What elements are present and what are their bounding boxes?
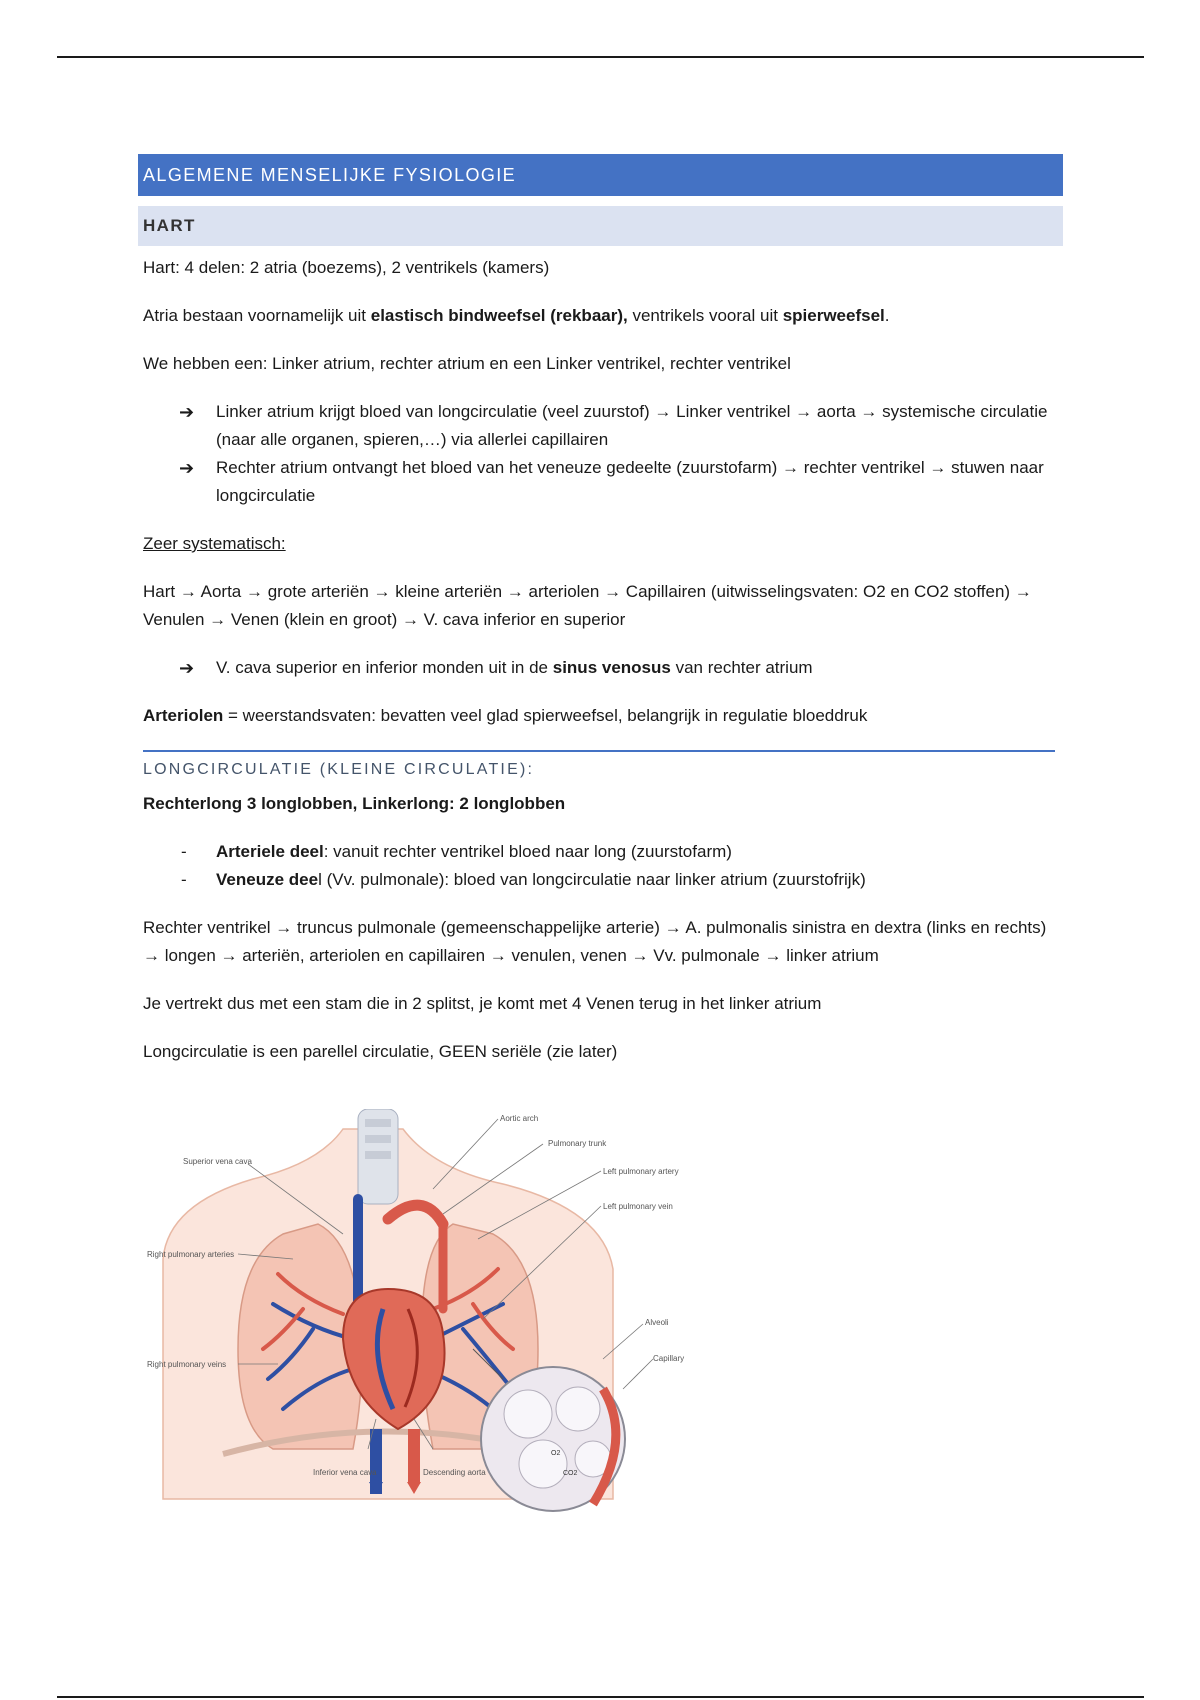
document-title: ALGEMENE MENSELIJKE FYSIOLOGIE bbox=[138, 154, 1063, 196]
section-heading-hart: HART bbox=[138, 206, 1063, 246]
top-rule bbox=[57, 56, 1144, 58]
arrow-bullet-icon: ➔ bbox=[179, 658, 195, 678]
label-left-pulmonary-vein: Left pulmonary vein bbox=[603, 1202, 673, 1211]
label-right-pulmonary-arteries: Right pulmonary arteries bbox=[147, 1250, 235, 1259]
label-o2: O2 bbox=[551, 1450, 561, 1457]
list-item: - Veneuze deel (Vv. pulmonale): bloed van longcirculatie naar linker atrium (zuurstofrijk) bbox=[181, 870, 866, 889]
paragraph-atria: Atria bestaan voornamelijk uit elastisch bindweefsel (rekbaar), ventrikels vooral uit spierweefsel. bbox=[143, 306, 890, 325]
label-co2: CO2 bbox=[563, 1470, 578, 1477]
label-alveoli: Alveoli bbox=[645, 1318, 669, 1327]
document-body bbox=[143, 154, 1063, 1066]
arrow-bullet-icon: ➔ bbox=[179, 402, 195, 422]
descending-aorta-shape bbox=[408, 1429, 420, 1484]
paragraph-arteriolen: Arteriolen = weerstandsvaten: bevatten veel glad spierweefsel, belangrijk in regulatie bloeddruk bbox=[143, 706, 868, 725]
arrow-list-sinus bbox=[143, 654, 1063, 682]
label-superior-vena-cava: Superior vena cava bbox=[183, 1157, 252, 1166]
section-heading-longcirculatie: LONGCIRCULATIE (KLEINE CIRCULATIE): bbox=[143, 750, 1055, 784]
subheading-zeer-systematisch: Zeer systematisch: bbox=[143, 534, 286, 553]
bottom-rule bbox=[57, 1696, 1144, 1698]
list-item: ➔ V. cava superior en inferior monden uit in de sinus venosus van rechter atrium bbox=[143, 654, 1063, 682]
label-pulmonary-trunk: Pulmonary trunk bbox=[548, 1139, 607, 1148]
pulmonary-circulation-illustration bbox=[143, 1109, 688, 1519]
paragraph-parallel: Longcirculatie is een parellel circulatie, GEEN seriële (zie later) bbox=[143, 1042, 618, 1061]
label-right-pulmonary-veins: Right pulmonary veins bbox=[147, 1360, 227, 1369]
arrow-bullet-icon: ➔ bbox=[179, 458, 195, 478]
paragraph-rechter-ventrikel: Rechter ventrikel → truncus pulmonale (gemeenschappelijke arterie) → A. pulmonalis sinistra en dextra (links en rechts) → longen → arteriën, arteriolen en capillairen → venulen, venen → Vv. pulmonale → linker atrium bbox=[143, 918, 1047, 965]
anatomy-illustration bbox=[143, 1109, 688, 1519]
label-descending-aorta: Descending aorta bbox=[423, 1468, 486, 1477]
label-capillary: Capillary bbox=[653, 1354, 685, 1363]
list-item: ➔ Rechter atrium ontvangt het bloed van het veneuze gedeelte (zuurstofarm) → rechter ventrikel → stuwen naar longcirculatie bbox=[143, 454, 1063, 510]
paragraph-hart-delen: Hart: 4 delen: 2 atria (boezems), 2 ventrikels (kamers) bbox=[143, 258, 550, 277]
label-left-pulmonary-artery: Left pulmonary artery bbox=[603, 1167, 679, 1176]
arrow-list-circulation bbox=[143, 398, 1063, 510]
paragraph-vessel-sequence: Hart → Aorta → grote arteriën → kleine arteriën → arteriolen → Capillairen (uitwisselingsvaten: O2 en CO2 stoffen) → Venulen → Venen (klein en groot) → V. cava inferior en superior bbox=[143, 582, 1032, 629]
paragraph-stam: Je vertrekt dus met een stam die in 2 splitst, je komt met 4 Venen terug in het linker atrium bbox=[143, 994, 822, 1013]
list-item: ➔ Linker atrium krijgt bloed van longcirculatie (veel zuurstof) → Linker ventrikel → aorta → systemische circulatie (naar alle organen, spieren,…) via allerlei capillairen bbox=[143, 398, 1063, 454]
label-inferior-vena-cava: Inferior vena cava bbox=[313, 1468, 377, 1477]
dash-list-delen bbox=[143, 838, 1063, 894]
paragraph-longlobben: Rechterlong 3 longlobben, Linkerlong: 2 longlobben bbox=[143, 794, 566, 813]
list-item: - Arteriele deel: vanuit rechter ventrikel bloed naar long (zuurstofarm) bbox=[181, 842, 732, 861]
label-aortic-arch: Aortic arch bbox=[500, 1114, 539, 1123]
paragraph-we-hebben: We hebben een: Linker atrium, rechter atrium en een Linker ventrikel, rechter ventrikel bbox=[143, 354, 791, 373]
